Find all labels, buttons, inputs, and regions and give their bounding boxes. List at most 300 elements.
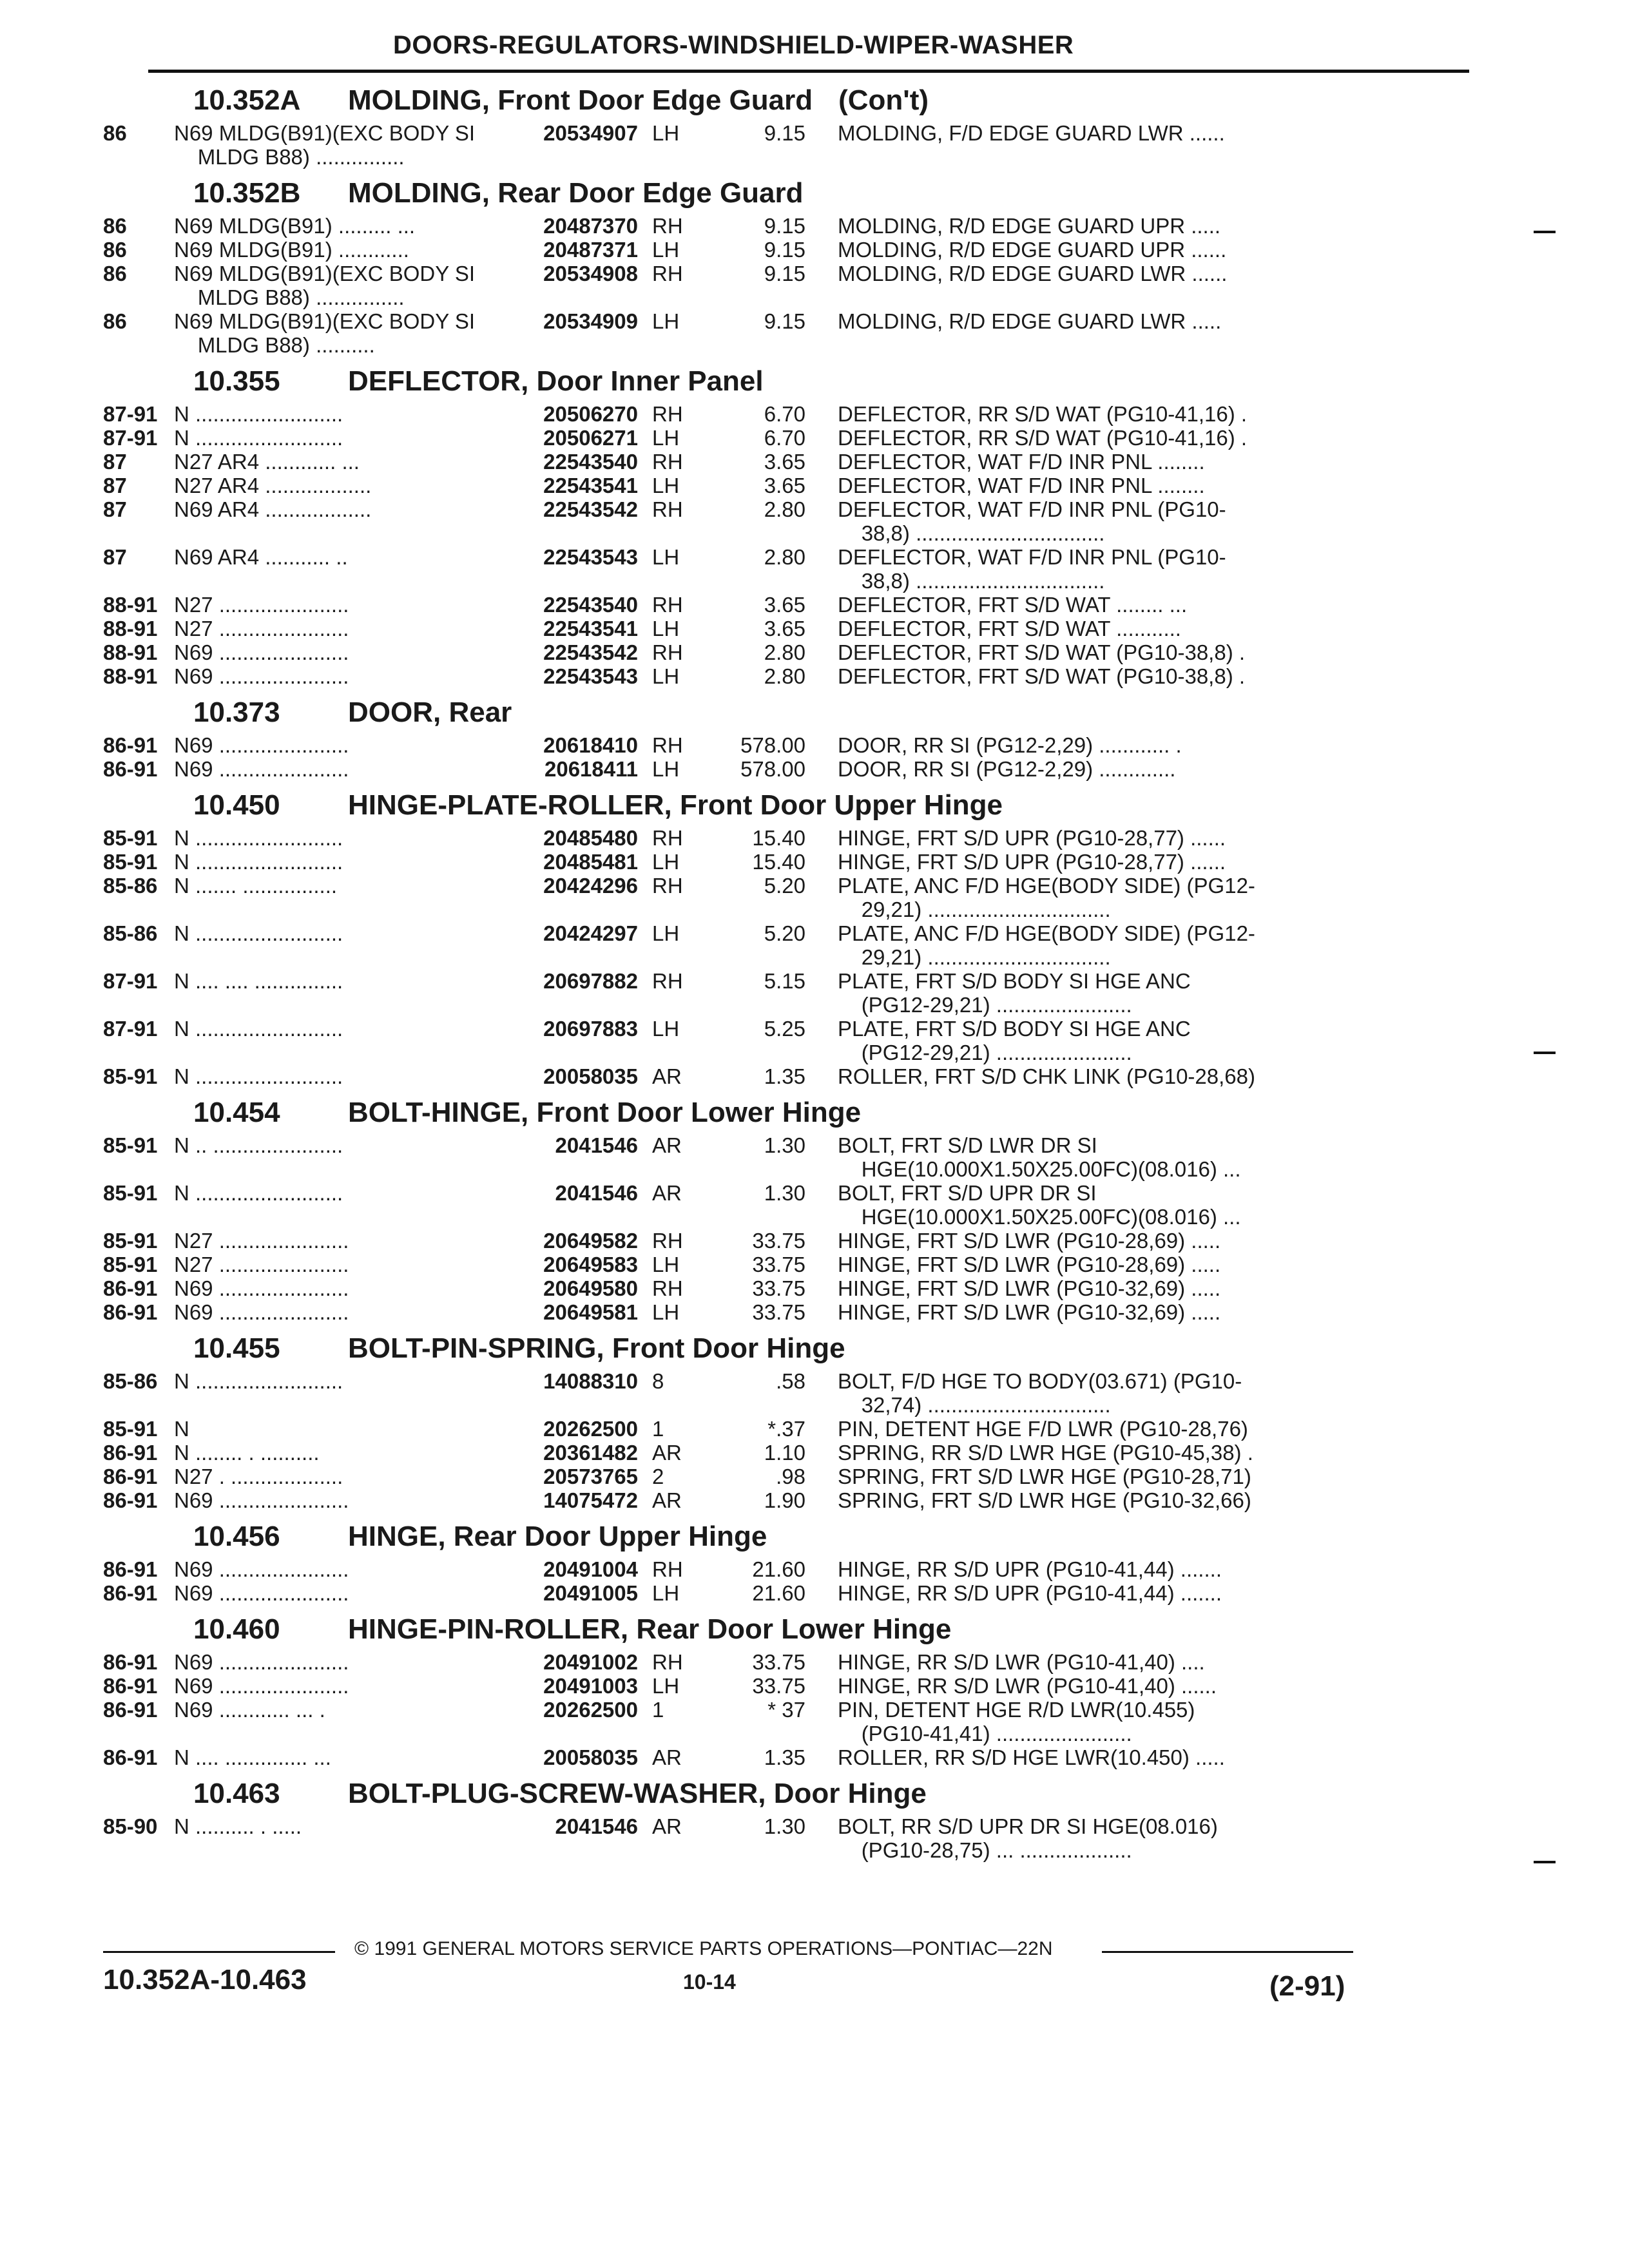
model-description: N69 AR4 ..................	[174, 497, 372, 521]
part-name: MOLDING, R/D EDGE GUARD LWR ......	[838, 262, 1228, 285]
model-years: 86	[103, 309, 127, 333]
list-price: 21.60	[752, 1557, 805, 1581]
list-price: 33.75	[752, 1253, 805, 1276]
model-description: N .. ......................	[174, 1133, 343, 1157]
part-number: 22543543	[543, 664, 638, 688]
part-name: PLATE, ANC F/D HGE(BODY SIDE) (PG12- 29,21) ...............................	[838, 921, 1255, 969]
parts-section	[103, 692, 1392, 781]
list-price: 9.15	[764, 121, 805, 145]
section-title: MOLDING, Front Door Edge Guard	[348, 84, 813, 116]
list-price: 1.30	[764, 1814, 805, 1838]
part-row	[103, 1581, 1392, 1605]
part-row	[103, 850, 1392, 874]
side-or-quantity: LH	[652, 474, 680, 497]
side-or-quantity: RH	[652, 497, 683, 521]
section-title: HINGE, Rear Door Upper Hinge	[348, 1521, 767, 1552]
part-number: 20491002	[543, 1650, 638, 1674]
part-row	[103, 640, 1392, 664]
section-heading	[103, 1609, 1392, 1650]
section-title: HINGE-PLATE-ROLLER, Front Door Upper Hinge	[348, 789, 1003, 821]
part-row	[103, 733, 1392, 757]
list-price: *.37	[767, 1417, 805, 1441]
page-title: DOORS-REGULATORS-WINDSHIELD-WIPER-WASHER	[393, 31, 1074, 59]
model-description: N69 ......................	[174, 640, 349, 664]
model-years: 85-91	[103, 1133, 158, 1157]
part-row	[103, 474, 1392, 497]
parts-section	[103, 361, 1392, 688]
part-row	[103, 214, 1392, 238]
part-number: 22543540	[543, 593, 638, 617]
parts-section	[103, 173, 1392, 357]
side-or-quantity: LH	[652, 664, 680, 688]
model-description: N69 MLDG(B91) ......... ...	[174, 214, 416, 238]
list-price: 3.65	[764, 617, 805, 640]
model-description: N ........ . ..........	[174, 1441, 320, 1465]
part-name: BOLT, FRT S/D LWR DR SI HGE(10.000X1.50X25.00FC)(08.016) ...	[838, 1133, 1241, 1181]
side-or-quantity: LH	[652, 1300, 680, 1324]
side-or-quantity: RH	[652, 214, 683, 238]
list-price: 2.80	[764, 640, 805, 664]
part-name: DEFLECTOR, FRT S/D WAT ........ ...	[838, 593, 1188, 617]
model-years: 87-91	[103, 402, 158, 426]
model-description: N69 ......................	[174, 664, 349, 688]
model-description: N69 ......................	[174, 1581, 349, 1605]
part-name: MOLDING, R/D EDGE GUARD LWR .....	[838, 309, 1222, 333]
model-years: 86-91	[103, 1674, 158, 1698]
model-description: N69 MLDG(B91)(EXC BODY SI MLDG B88) ...............	[174, 262, 476, 309]
part-number: 2041546	[555, 1181, 638, 1205]
part-row	[103, 1276, 1392, 1300]
section-number: 10.463	[193, 1778, 280, 1809]
part-name: DEFLECTOR, FRT S/D WAT (PG10-38,8) .	[838, 664, 1246, 688]
part-number: 22543543	[543, 545, 638, 569]
model-description: N69 ......................	[174, 1276, 349, 1300]
model-description: N69 ......................	[174, 1300, 349, 1324]
part-row	[103, 1814, 1392, 1862]
side-or-quantity: LH	[652, 545, 680, 569]
model-description: N .......... . .....	[174, 1814, 302, 1838]
list-price: 9.15	[764, 214, 805, 238]
model-description: N .........................	[174, 1181, 343, 1205]
side-or-quantity: LH	[652, 121, 680, 145]
list-price: 15.40	[752, 850, 805, 874]
model-years: 86-91	[103, 757, 158, 781]
margin-mark	[1534, 1052, 1556, 1054]
part-number: 20506270	[543, 402, 638, 426]
part-row	[103, 921, 1392, 969]
part-number: 20424297	[543, 921, 638, 945]
list-price: 5.20	[764, 874, 805, 898]
model-description: N27 . ...................	[174, 1465, 343, 1488]
section-number: 10.455	[193, 1332, 280, 1364]
part-name: BOLT, FRT S/D UPR DR SI HGE(10.000X1.50X25.00FC)(08.016) ...	[838, 1181, 1241, 1229]
section-title: BOLT-PLUG-SCREW-WASHER, Door Hinge	[348, 1778, 927, 1809]
part-number: 22543541	[543, 474, 638, 497]
side-or-quantity: RH	[652, 450, 683, 474]
part-number: 20649582	[543, 1229, 638, 1253]
part-number: 20697882	[543, 969, 638, 993]
model-description: N .........................	[174, 850, 343, 874]
page-footer	[103, 1933, 1360, 2023]
part-number: 20618410	[543, 733, 638, 757]
list-price: 9.15	[764, 309, 805, 333]
side-or-quantity: LH	[652, 238, 680, 262]
section-number: 10.352B	[193, 177, 301, 209]
part-number: 2041546	[555, 1133, 638, 1157]
part-number: 20058035	[543, 1745, 638, 1769]
part-row	[103, 1229, 1392, 1253]
side-or-quantity: RH	[652, 733, 683, 757]
list-price: 1.35	[764, 1064, 805, 1088]
section-number: 10.352A	[193, 84, 301, 116]
list-price: 33.75	[752, 1229, 805, 1253]
part-name: SPRING, FRT S/D LWR HGE (PG10-28,71)	[838, 1465, 1251, 1488]
side-or-quantity: LH	[652, 1581, 680, 1605]
side-or-quantity: RH	[652, 402, 683, 426]
side-or-quantity: AR	[652, 1488, 682, 1512]
model-description: N27 AR4 ..................	[174, 474, 372, 497]
side-or-quantity: AR	[652, 1181, 682, 1205]
model-years: 86-91	[103, 1300, 158, 1324]
model-description: N69 ......................	[174, 1650, 349, 1674]
model-years: 86-91	[103, 1557, 158, 1581]
part-number: 20491005	[543, 1581, 638, 1605]
model-description: N69 MLDG(B91)(EXC BODY SI MLDG B88) ..........	[174, 309, 476, 357]
side-or-quantity: AR	[652, 1133, 682, 1157]
part-number: 2041546	[555, 1814, 638, 1838]
list-price: 9.15	[764, 238, 805, 262]
list-price: 578.00	[740, 757, 805, 781]
side-or-quantity: 1	[652, 1698, 664, 1722]
footer-rule	[103, 1951, 335, 1953]
section-heading	[103, 1773, 1392, 1814]
side-or-quantity: 1	[652, 1417, 664, 1441]
side-or-quantity: RH	[652, 874, 683, 898]
side-or-quantity: LH	[652, 309, 680, 333]
part-name: MOLDING, R/D EDGE GUARD UPR ......	[838, 238, 1227, 262]
part-row	[103, 450, 1392, 474]
part-name: SPRING, FRT S/D LWR HGE (PG10-32,66)	[838, 1488, 1251, 1512]
model-description: N .........................	[174, 1017, 343, 1041]
part-row	[103, 1745, 1392, 1769]
footer-rule	[1102, 1951, 1353, 1953]
model-years: 85-91	[103, 1253, 158, 1276]
section-heading	[103, 361, 1392, 402]
part-row	[103, 545, 1392, 593]
section-title: MOLDING, Rear Door Edge Guard	[348, 177, 804, 209]
part-name: HINGE, RR S/D LWR (PG10-41,40) ....	[838, 1650, 1205, 1674]
model-description: N .........................	[174, 426, 343, 450]
model-years: 85-91	[103, 850, 158, 874]
part-name: DEFLECTOR, WAT F/D INR PNL ........	[838, 474, 1205, 497]
part-name: DOOR, RR SI (PG12-2,29) ............ .	[838, 733, 1182, 757]
model-years: 85-86	[103, 874, 158, 898]
model-years: 86-91	[103, 733, 158, 757]
part-name: DEFLECTOR, WAT F/D INR PNL (PG10- 38,8) ................................	[838, 497, 1226, 545]
model-description: N .........................	[174, 1064, 343, 1088]
part-number: 20534907	[543, 121, 638, 145]
section-title: DEFLECTOR, Door Inner Panel	[348, 365, 764, 397]
part-name: DEFLECTOR, RR S/D WAT (PG10-41,16) .	[838, 426, 1248, 450]
model-description: N69 MLDG(B91)(EXC BODY SI MLDG B88) ...............	[174, 121, 476, 169]
parts-section	[103, 785, 1392, 1088]
part-row	[103, 593, 1392, 617]
part-row	[103, 1181, 1392, 1229]
model-description: N69 MLDG(B91) ............	[174, 238, 409, 262]
parts-section	[103, 80, 1392, 169]
model-years: 86-91	[103, 1745, 158, 1769]
side-or-quantity: AR	[652, 1745, 682, 1769]
section-heading	[103, 785, 1392, 826]
model-description: N69 ......................	[174, 1488, 349, 1512]
list-price: 578.00	[740, 733, 805, 757]
part-row	[103, 826, 1392, 850]
model-years: 85-86	[103, 921, 158, 945]
model-description: N .........................	[174, 921, 343, 945]
list-price: 1.30	[764, 1133, 805, 1157]
list-price: 2.80	[764, 497, 805, 521]
model-description: N69 AR4 ........... ..	[174, 545, 348, 569]
part-number: 20649583	[543, 1253, 638, 1276]
part-name: DOOR, RR SI (PG12-2,29) .............	[838, 757, 1176, 781]
part-name: MOLDING, R/D EDGE GUARD UPR .....	[838, 214, 1221, 238]
model-description: N .........................	[174, 1369, 343, 1393]
side-or-quantity: RH	[652, 1557, 683, 1581]
part-row	[103, 1488, 1392, 1512]
section-heading	[103, 692, 1392, 733]
section-continued-note: (Con't)	[838, 84, 929, 116]
list-price: .98	[776, 1465, 805, 1488]
model-description: N69 ............ ... .	[174, 1698, 325, 1722]
section-number: 10.456	[193, 1521, 280, 1552]
header-rule	[148, 70, 1469, 73]
part-row	[103, 1674, 1392, 1698]
part-row	[103, 1557, 1392, 1581]
section-heading	[103, 80, 1392, 121]
part-number: 22543540	[543, 450, 638, 474]
list-price: 6.70	[764, 426, 805, 450]
section-heading	[103, 1516, 1392, 1557]
list-price: 1.30	[764, 1181, 805, 1205]
side-or-quantity: RH	[652, 826, 683, 850]
part-name: PLATE, FRT S/D BODY SI HGE ANC (PG12-29,21) .......................	[838, 1017, 1191, 1064]
part-row	[103, 1253, 1392, 1276]
footer-section-range: 10.352A-10.463	[103, 1964, 307, 1995]
model-years: 88-91	[103, 640, 158, 664]
part-name: MOLDING, F/D EDGE GUARD LWR ......	[838, 121, 1225, 145]
part-number: 20491004	[543, 1557, 638, 1581]
part-row	[103, 309, 1392, 357]
part-name: PIN, DETENT HGE R/D LWR(10.455) (PG10-41,41) .......................	[838, 1698, 1195, 1745]
model-years: 87	[103, 474, 127, 497]
side-or-quantity: RH	[652, 262, 683, 285]
part-name: HINGE, FRT S/D UPR (PG10-28,77) ......	[838, 850, 1226, 874]
model-years: 85-91	[103, 1181, 158, 1205]
model-years: 85-91	[103, 1417, 158, 1441]
part-row	[103, 1064, 1392, 1088]
part-number: 20424296	[543, 874, 638, 898]
part-number: 20262500	[543, 1698, 638, 1722]
part-number: 20534909	[543, 309, 638, 333]
part-number: 20485480	[543, 826, 638, 850]
model-years: 87	[103, 497, 127, 521]
part-number: 20262500	[543, 1417, 638, 1441]
part-number: 22543542	[543, 640, 638, 664]
model-years: 86-91	[103, 1465, 158, 1488]
part-number: 22543542	[543, 497, 638, 521]
model-years: 85-91	[103, 1064, 158, 1088]
part-name: PLATE, FRT S/D BODY SI HGE ANC (PG12-29,21) .......................	[838, 969, 1191, 1017]
part-number: 14088310	[543, 1369, 638, 1393]
list-price: 2.80	[764, 545, 805, 569]
section-title: BOLT-PIN-SPRING, Front Door Hinge	[348, 1332, 845, 1364]
part-name: PLATE, ANC F/D HGE(BODY SIDE) (PG12- 29,21) ...............................	[838, 874, 1255, 921]
section-number: 10.355	[193, 365, 280, 397]
list-price: 5.20	[764, 921, 805, 945]
part-number: 20649581	[543, 1300, 638, 1324]
model-years: 86-91	[103, 1698, 158, 1722]
model-description: N27 ......................	[174, 593, 349, 617]
list-price: 1.10	[764, 1441, 805, 1465]
side-or-quantity: AR	[652, 1064, 682, 1088]
part-number: 20491003	[543, 1674, 638, 1698]
part-name: BOLT, F/D HGE TO BODY(03.671) (PG10- 32,74) ...............................	[838, 1369, 1242, 1417]
part-name: HINGE, FRT S/D LWR (PG10-28,69) .....	[838, 1229, 1221, 1253]
side-or-quantity: RH	[652, 1229, 683, 1253]
model-years: 86-91	[103, 1488, 158, 1512]
footer-page-number: 10-14	[683, 1970, 736, 1994]
part-row	[103, 664, 1392, 688]
part-row	[103, 969, 1392, 1017]
section-heading	[103, 1328, 1392, 1369]
side-or-quantity: LH	[652, 1253, 680, 1276]
part-number: 20487370	[543, 214, 638, 238]
side-or-quantity: LH	[652, 617, 680, 640]
model-description: N69 ......................	[174, 757, 349, 781]
part-number: 20487371	[543, 238, 638, 262]
list-price: 5.15	[764, 969, 805, 993]
parts-section	[103, 1516, 1392, 1605]
part-name: HINGE, RR S/D UPR (PG10-41,44) .......	[838, 1557, 1222, 1581]
part-number: 20058035	[543, 1064, 638, 1088]
list-price: 33.75	[752, 1674, 805, 1698]
part-name: ROLLER, FRT S/D CHK LINK (PG10-28,68)	[838, 1064, 1255, 1088]
part-row	[103, 1698, 1392, 1745]
part-name: HINGE, FRT S/D LWR (PG10-32,69) .....	[838, 1300, 1221, 1324]
part-row	[103, 1369, 1392, 1417]
list-price: 3.65	[764, 474, 805, 497]
margin-mark	[1534, 231, 1556, 233]
model-years: 87	[103, 545, 127, 569]
list-price: 6.70	[764, 402, 805, 426]
part-name: ROLLER, RR S/D HGE LWR(10.450) .....	[838, 1745, 1225, 1769]
footer-revision-date: (2-91)	[1269, 1970, 1345, 2002]
model-years: 85-86	[103, 1369, 158, 1393]
model-years: 85-91	[103, 826, 158, 850]
parts-section	[103, 1609, 1392, 1769]
part-number: 20618411	[544, 757, 638, 781]
part-row	[103, 262, 1392, 309]
side-or-quantity: RH	[652, 593, 683, 617]
list-price: 3.65	[764, 593, 805, 617]
model-description: N27 ......................	[174, 1253, 349, 1276]
list-price: 1.35	[764, 1745, 805, 1769]
part-name: DEFLECTOR, WAT F/D INR PNL ........	[838, 450, 1205, 474]
list-price: 9.15	[764, 262, 805, 285]
part-number: 20573765	[543, 1465, 638, 1488]
model-years: 86-91	[103, 1276, 158, 1300]
part-name: HINGE, RR S/D UPR (PG10-41,44) .......	[838, 1581, 1222, 1605]
side-or-quantity: 8	[652, 1369, 664, 1393]
model-description: N27 AR4 ............ ...	[174, 450, 360, 474]
model-years: 88-91	[103, 593, 158, 617]
footer-copyright: © 1991 GENERAL MOTORS SERVICE PARTS OPERATIONS—PONTIAC—22N	[354, 1938, 1053, 1959]
part-name: HINGE, FRT S/D LWR (PG10-32,69) .....	[838, 1276, 1221, 1300]
part-number: 20649580	[543, 1276, 638, 1300]
side-or-quantity: RH	[652, 1276, 683, 1300]
model-description: N .... .... ...............	[174, 969, 343, 993]
side-or-quantity: RH	[652, 640, 683, 664]
part-number: 20361482	[543, 1441, 638, 1465]
model-description: N27 ......................	[174, 617, 349, 640]
part-number: 20506271	[543, 426, 638, 450]
model-years: 86-91	[103, 1581, 158, 1605]
model-years: 87-91	[103, 1017, 158, 1041]
parts-section	[103, 1773, 1392, 1862]
section-number: 10.450	[193, 789, 280, 821]
section-number: 10.373	[193, 697, 280, 728]
part-number: 20697883	[543, 1017, 638, 1041]
list-price: 15.40	[752, 826, 805, 850]
part-name: DEFLECTOR, WAT F/D INR PNL (PG10- 38,8) ................................	[838, 545, 1226, 593]
part-name: DEFLECTOR, RR S/D WAT (PG10-41,16) .	[838, 402, 1248, 426]
model-years: 86	[103, 238, 127, 262]
list-price: 2.80	[764, 664, 805, 688]
model-years: 86-91	[103, 1441, 158, 1465]
part-name: DEFLECTOR, FRT S/D WAT (PG10-38,8) .	[838, 640, 1246, 664]
parts-section	[103, 1092, 1392, 1324]
part-row	[103, 426, 1392, 450]
part-row	[103, 617, 1392, 640]
side-or-quantity: 2	[652, 1465, 664, 1488]
section-number: 10.454	[193, 1097, 280, 1128]
section-number: 10.460	[193, 1613, 280, 1645]
model-description: N .........................	[174, 402, 343, 426]
list-price: 3.65	[764, 450, 805, 474]
model-description: N69 ......................	[174, 733, 349, 757]
part-name: DEFLECTOR, FRT S/D WAT ...........	[838, 617, 1181, 640]
part-row	[103, 1017, 1392, 1064]
list-price: 5.25	[764, 1017, 805, 1041]
model-description: N ....... ................	[174, 874, 338, 898]
part-row	[103, 1650, 1392, 1674]
section-title: HINGE-PIN-ROLLER, Rear Door Lower Hinge	[348, 1613, 952, 1645]
parts-section	[103, 1328, 1392, 1512]
side-or-quantity: LH	[652, 921, 680, 945]
model-years: 86	[103, 262, 127, 285]
list-price: 33.75	[752, 1650, 805, 1674]
model-years: 87-91	[103, 969, 158, 993]
part-row	[103, 1133, 1392, 1181]
model-years: 86	[103, 214, 127, 238]
model-years: 86-91	[103, 1650, 158, 1674]
section-heading	[103, 1092, 1392, 1133]
margin-mark	[1534, 1861, 1556, 1863]
model-description: N .... .............. ...	[174, 1745, 331, 1769]
part-number: 22543541	[543, 617, 638, 640]
list-price: 33.75	[752, 1276, 805, 1300]
part-row	[103, 1300, 1392, 1324]
